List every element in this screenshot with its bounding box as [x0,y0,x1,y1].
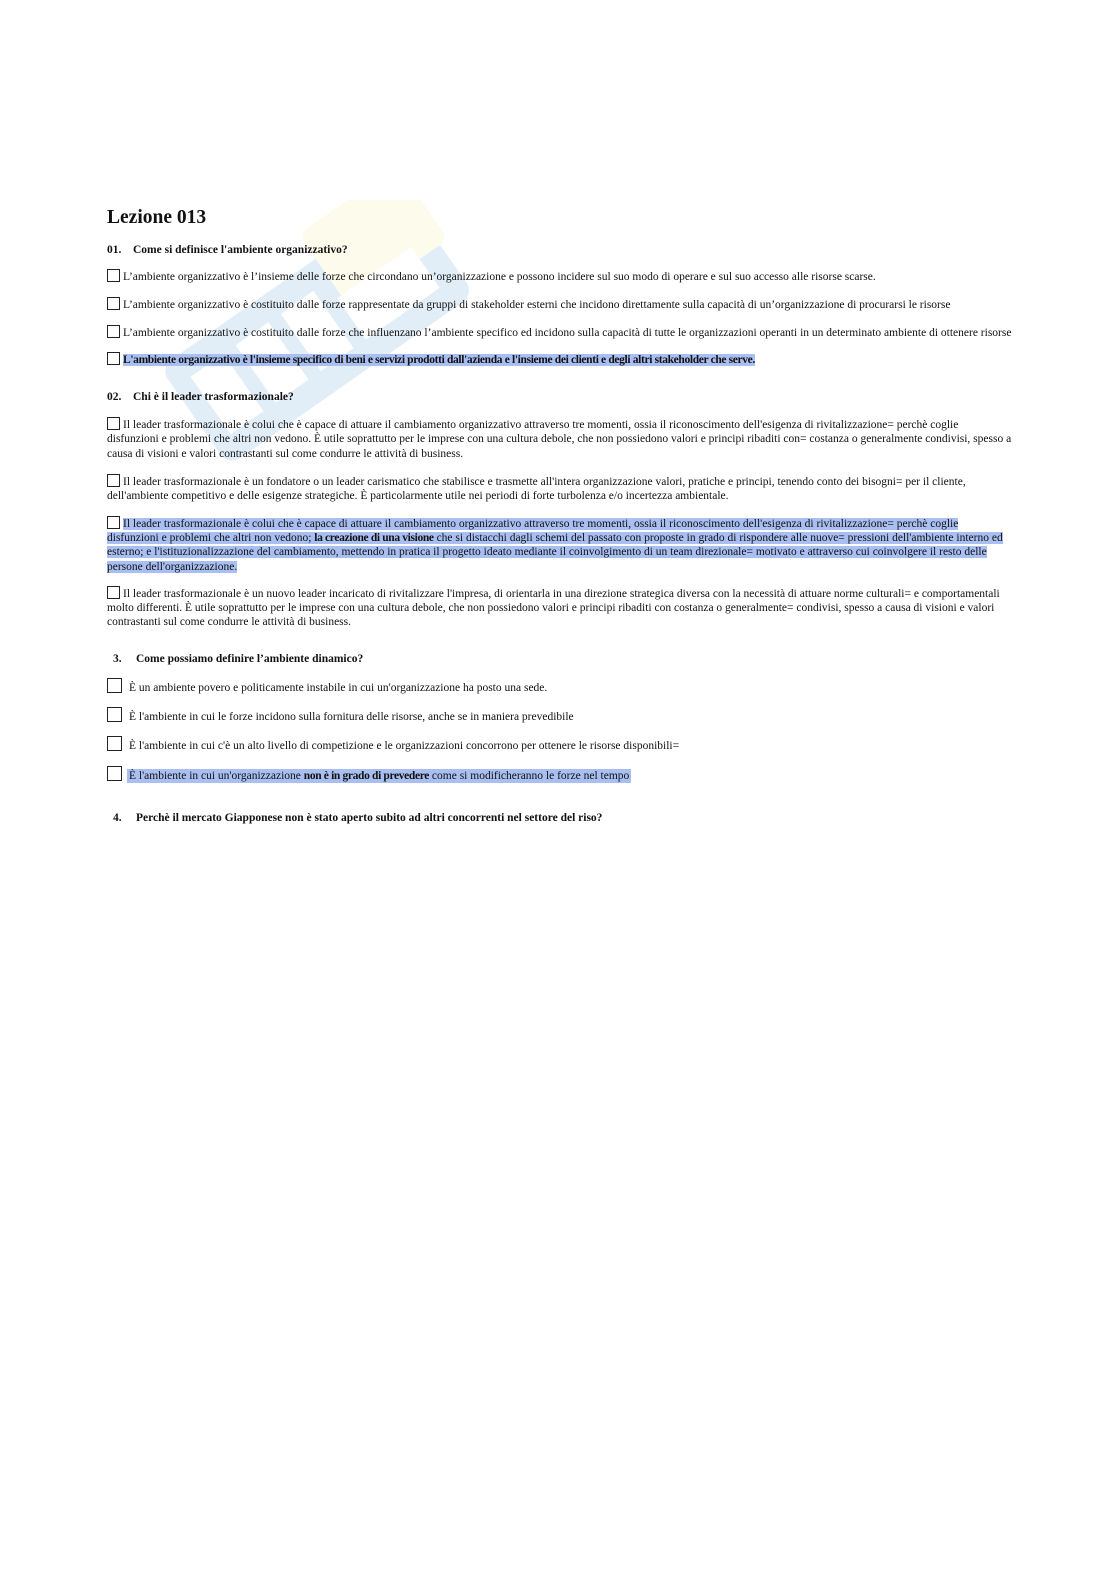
question-heading [107,652,1012,666]
answer-option[interactable] [107,325,1012,340]
answer-text: L’ambiente organizzativo è l’insieme delle forze che circondano un’organizzazione e possono incidere sul suo modo di operare e sul suo accesso alle risorse scarse. [123,271,876,283]
answer-text: L’ambiente organizzativo è costituito dalle forze che influenzano l’ambiente specifico ed incidono sulla capacità di tutte le organizzazioni operanti in un determinato ambiente di ottenere risorse [123,326,1012,339]
question-number: 4. [113,811,122,824]
answer-option[interactable] [107,417,1012,461]
answer-text-after: che si distacchi dagli schemi del passato con proposte in grado di rispondere alle nuove= pressioni dell'ambiente interno ed esterno; e l'istituzionalizzazione del cambiamento, mettendo in pratica il progetto ideato mediante il coinvolgimento di un team direzionale= motivato e attraverso cui coinvolgere il resto delle persone dell'organizzazione. [107,531,1003,573]
document-page [107,200,1012,825]
answer-text: L’ambiente organizzativo è costituito dalle forze rappresentate da gruppi di stakeholder esterni che incidono direttamente sulla capacità di un’organizzazione di procurarsi le risorse [123,299,951,312]
question-text: Chi è il leader trasformazionale? [133,391,294,404]
answer-text-highlighted [127,769,631,783]
question-03 [107,652,1012,783]
answer-option[interactable] [107,678,1012,695]
question-text: Come possiamo definire l’ambiente dinamico? [136,652,364,665]
checkbox[interactable] [107,297,120,310]
checkbox[interactable] [107,474,120,487]
answer-text-emphasis: la creazione di una visione [314,531,434,544]
answer-option[interactable] [107,586,1012,630]
question-heading [107,390,1012,404]
answer-text: È l'ambiente in cui le forze incidono sulla fornitura delle risorse, anche se in maniera prevedibile [129,711,574,724]
answer-text: È l'ambiente in cui c'è un alto livello di competizione e le organizzazioni concorrono per ottenere le risorse disponibili= [129,740,680,753]
checkbox[interactable] [107,325,120,338]
answer-text-highlighted: L'ambiente organizzativo è l'insieme specifico di beni e servizi prodotti dall'azienda e l'insieme dei clienti e degli altri stakeholder che serve. [123,353,755,366]
answer-option[interactable] [107,269,1012,284]
checkbox[interactable] [107,417,120,430]
checkbox[interactable] [107,269,120,282]
checkbox[interactable] [107,678,122,693]
answer-text: Il leader trasformazionale è un nuovo leader incaricato di rivitalizzare l'impresa, di orientarla in una direzione strategica diversa con la necessità di attuare norme culturali= e comportamentali molto differenti. È utile soprattutto per le imprese con una cultura debole, che non possiedono valori e principi ribaditi con costanza o generalmente= condivisi, spesso a causa di visioni e valori contrastanti sul come condurre le attività di business. [107,587,1000,629]
answer-option[interactable] [107,707,1012,724]
checkbox[interactable] [107,736,122,751]
checkbox[interactable] [107,707,122,722]
answer-text: Il leader trasformazionale è colui che è capace di attuare il cambiamento organizzativo attraverso tre momenti, ossia il riconoscimento dell'esigenza di rivitalizzazione= perchè coglie disfunzioni e problemi che altri non vedono. È utile soprattutto per le imprese con una cultura debole, che non possiedono valori e principi ribaditi con= costanza o generalmente condivisi, spesso a causa di visioni e valori contrastanti sul come condurre le attività di business. [107,419,1012,460]
answer-text: È un ambiente povero e politicamente instabile in cui un'organizzazione ha posto una sede. [129,681,548,694]
answer-option[interactable] [107,736,1012,753]
answer-text-emphasis: non è in grado di prevedere [303,769,430,782]
answer-text-before: Il leader trasformazionale è colui che è capace di attuare il cambiamento organizzativo attraverso tre momenti, ossia il riconoscimento dell'esigenza di rivitalizzazione= perchè coglie disfunzioni e problemi che altri non vedono; [107,517,959,544]
question-number: 3. [113,652,122,665]
answer-option[interactable] [107,474,1012,504]
question-heading [107,243,1012,257]
question-heading [107,811,1012,825]
answer-option-selected[interactable] [107,516,1012,574]
answer-text-after: come si modificheranno le forze nel tempo [429,769,630,782]
question-number: 01. [107,244,122,256]
answer-text-highlighted [107,518,1003,573]
question-01 [107,243,1012,367]
page-title: Lezione 013 [107,207,207,228]
question-number: 02. [107,391,122,404]
answer-option-selected[interactable] [107,766,1012,783]
answer-text: Il leader trasformazionale è un fondatore o un leader carismatico che stabilisce e trasmette all'intera organizzazione valori, pratiche e principi, tenendo conto dei bisogni= per il cliente, dell'ambiente competitivo e delle esigenze strategiche. È particolarmente utile nei periodi di forte turbolenza e/o incertezza ambientale. [107,476,966,503]
answer-text-before: È l'ambiente in cui un'organizzazione [129,769,304,782]
answer-option[interactable] [107,297,1012,312]
checkbox[interactable] [107,516,120,529]
question-02 [107,390,1012,630]
question-text: Come si definisce l'ambiente organizzativo? [133,244,348,256]
question-04 [107,811,1012,825]
checkbox[interactable] [107,586,120,599]
question-text: Perchè il mercato Giapponese non è stato aperto subito ad altri concorrenti nel settore del riso? [136,811,603,824]
checkbox[interactable] [107,352,120,365]
answer-option-selected[interactable] [107,352,1012,367]
checkbox[interactable] [107,766,122,781]
